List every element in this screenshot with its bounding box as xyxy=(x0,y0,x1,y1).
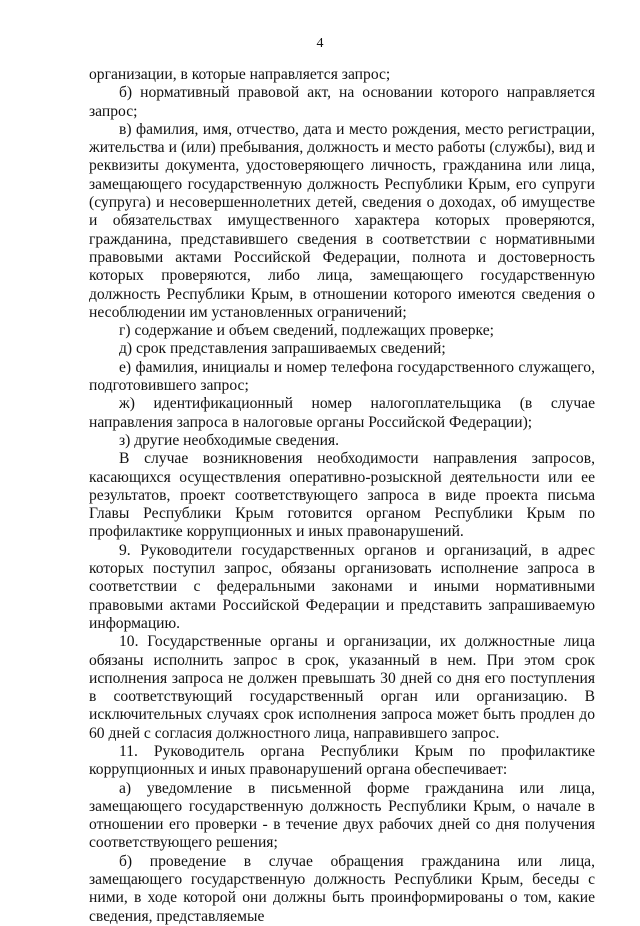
paragraph-section-11-b: б) проведение в случае обращения гражданина или лица, замещающего государственную должность Республики Крым, беседы с ними, в ходе которой они должны быть проинформированы о том, какие сведения, представляемые xyxy=(89,852,595,925)
paragraph-section-9: 9. Руководители государственных органов и организаций, в адрес которых поступил запрос, обязаны организовать исполнение запроса в соответствии с федеральными законами и иными нормативными правовыми актами Российской Федерации и представить запрашиваемую информацию. xyxy=(89,541,595,632)
paragraph-section-11: 11. Руководитель органа Республики Крым по профилактике коррупционных и иных правонарушений органа обеспечивает: xyxy=(89,742,595,779)
paragraph-item-v: в) фамилия, имя, отчество, дата и место рождения, место регистрации, жительства и (или) пребывания, должность и место работы (службы), вид и реквизиты документа, удостоверяющего личность, гражданина или лица, замещающего государственную должность Республики Крым, его супруги (супруга) и несовершеннолетних детей, сведения о доходах, об имуществе и обязательствах имущественного характера которых проверяются, гражданина, представившего сведения в соответствии с нормативными правовыми актами Российской Федерации, полнота и достоверность которых проверяются, либо лица, замещающего государственную должность Республики Крым, в отношении которого имеются сведения о несоблюдении им установленных ограничений; xyxy=(89,120,595,321)
paragraph-item-z: з) другие необходимые сведения. xyxy=(119,431,340,449)
paragraph-section-11-a: а) уведомление в письменной форме гражданина или лица, замещающего государственную должность Республики Крым, о начале в отношении его проверки - в течение двух рабочих дней со дня получения соответствующего решения; xyxy=(89,779,595,852)
paragraph-operational-search: В случае возникновения необходимости направления запросов, касающихся осуществления оперативно-розыскной деятельности или ее результатов, проект соответствующего запроса в виде проекта письма Главы Республики Крым готовится органом Республики Крым по профилактике коррупционных и иных правонарушений. xyxy=(89,450,595,541)
document-body xyxy=(89,66,595,926)
paragraph-section-10: 10. Государственные органы и организации, их должностные лица обязаны исполнить запрос в срок, указанный в нем. При этом срок исполнения запроса не должен превышать 30 дней со дня его поступления в соответствующий государственный орган или организацию. В исключительных случаях срок исполнения запроса может быть продлен до 60 дней с согласия должностного лица, направившего запрос. xyxy=(89,633,595,742)
paragraph-continuation: организации, в которые направляется запрос; xyxy=(89,66,391,83)
page-number: 4 xyxy=(316,36,324,51)
paragraph-item-zh: ж) идентификационный номер налогоплательщика (в случае направления запроса в налоговые органы Российской Федерации); xyxy=(89,395,595,431)
paragraph-item-b: б) нормативный правовой акт, на основании которого направляется запрос; xyxy=(89,84,595,120)
paragraph-item-d: д) срок представления запрашиваемых сведений; xyxy=(119,340,446,358)
paragraph-item-e: е) фамилия, инициалы и номер телефона государственного служащего, подготовившего запрос; xyxy=(89,358,595,395)
paragraph-item-g: г) содержание и объем сведений, подлежащих проверке; xyxy=(119,322,494,340)
